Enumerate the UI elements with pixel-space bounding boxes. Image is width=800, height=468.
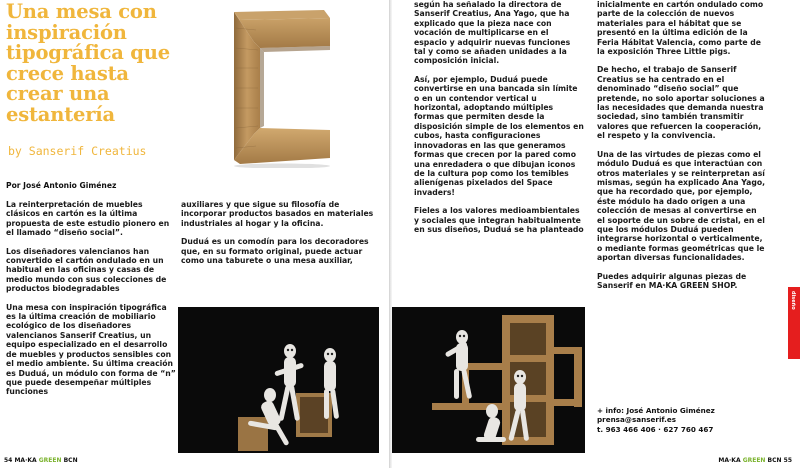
cardboard-c-shelf-image <box>220 8 332 168</box>
paragraph: Así, por ejemplo, Duduá puede convertirse en una bancada sin límite o en un contendor vertical u horizontal, adoptando múltiples formas que permiten desde la disposición simple de los elementos en cubos, hasta configuraciones innovadoras en las que generamos formas que crecen por la pared como una enredadera o que dibujan iconos de la cultura pop como los temibles alienígenas pixelados del Space invaders! <box>414 74 584 197</box>
article-byline: Por José Antonio Giménez <box>6 181 117 190</box>
brand-green: GREEN <box>742 457 766 464</box>
info-contact: + info: José Antonio Giménez <box>597 406 715 415</box>
left-page <box>0 0 390 468</box>
left-column-2 <box>181 200 377 274</box>
page-number: 55 <box>783 457 792 464</box>
brand-bcn: BCN <box>767 457 782 464</box>
dancers-with-shelf-photo <box>178 307 379 453</box>
paragraph: Una mesa con inspiración tipográfica es la última creación de mobiliario ecológico de los diseñadores valencianos Sanserif Creatius, un equipo especializado en el desarrollo de muebles y productos sensibles con el medio ambiente. Su última creación es Duduá, un módulo con forma de “n” que puede desempeñar múltiples funciones <box>6 302 176 397</box>
paragraph: según ha señalado la directora de Sanserif Creatius, Ana Yago, que ha explicado que la pieza nace con vocación de multiplicarse en el espacio y adquirir nuevas funciones tal y como se añaden unidades a la composición inicial. <box>414 0 571 66</box>
right-footer <box>718 457 792 464</box>
contact-info <box>597 406 767 434</box>
page-number: 54 <box>4 457 13 464</box>
paragraph: inicialmente en cartón ondulado como parte de la colección de nuevos materiales para el hábitat que se presentó en la última edición de la Feria Hábitat Valencia, como parte de la exposición Three Little pigs. <box>597 0 764 57</box>
article-title: Una mesa con inspiración tipográfica que crece hasta crear una estantería <box>6 0 170 126</box>
brand-green: GREEN <box>38 457 62 464</box>
paragraph: auxiliares y que sigue su filosofía de incorporar productos basados en materiales industriales al hogar y la oficina. <box>181 200 374 228</box>
brand-maka: MA·KA <box>14 457 37 464</box>
paragraph: Los diseñadores valencianos han convertido el cartón ondulado en un habitual en las oficinas y casas de medio mundo con sus colecciones de productos biodegradables <box>6 246 167 294</box>
right-page <box>392 0 800 468</box>
section-tab-label: diseño <box>790 291 796 310</box>
paragraph: Duduá es un comodín para los decoradores que, en su formato original, puede actuar como una taburete o una mesa auxiliar, <box>181 237 369 266</box>
info-email: prensa@sanserif.es <box>597 415 677 425</box>
left-footer <box>4 457 78 464</box>
right-column-2 <box>597 0 767 299</box>
paragraph: Puedes adquirir algunas piezas de Sanserif en MA·KA GREEN SHOP. <box>597 271 747 290</box>
section-tab <box>788 287 800 359</box>
dancers-shelving-photo <box>392 307 585 453</box>
paragraph: Fieles a los valores medioambientales y sociales que integran habitualmente en sus diseños, Duduá se ha planteado <box>414 206 584 234</box>
article-subtitle: by Sanserif Creatius <box>8 144 147 158</box>
brand-maka: MA·KA <box>718 457 741 464</box>
paragraph: De hecho, el trabajo de Sanserif Creatius se ha centrado en el denominado “diseño social” que pretende, no solo aportar soluciones a las necesidades que demanda nuestra sociedad, sino también transmitir valores que refuercen la cooperación, el respeto y la convivencia. <box>597 65 765 141</box>
paragraph: Una de las virtudes de piezas como el módulo Duduá es que interactúan con otros materiales y se reinterpretan así mismas, según ha explicado Ana Yago, que ha recordado que, por ejemplo, éste módulo ha dado origen a una colección de mesas al convertirse en el soporte de un sobre de cristal, en el que los módulos Duduá pueden integrarse horizontal o verticalmente, o mediante formas geométricas que le aportan diversas funcionalidades. <box>597 149 766 263</box>
info-phone: t. 963 466 406 · 627 760 467 <box>597 424 714 434</box>
right-column-1 <box>414 0 584 243</box>
paragraph: La reinterpretación de muebles clásicos en cartón es la última propuesta de este estudio pionero en el llamado “diseño social”. <box>6 200 170 238</box>
brand-bcn: BCN <box>63 457 78 464</box>
left-column-1 <box>6 200 176 406</box>
